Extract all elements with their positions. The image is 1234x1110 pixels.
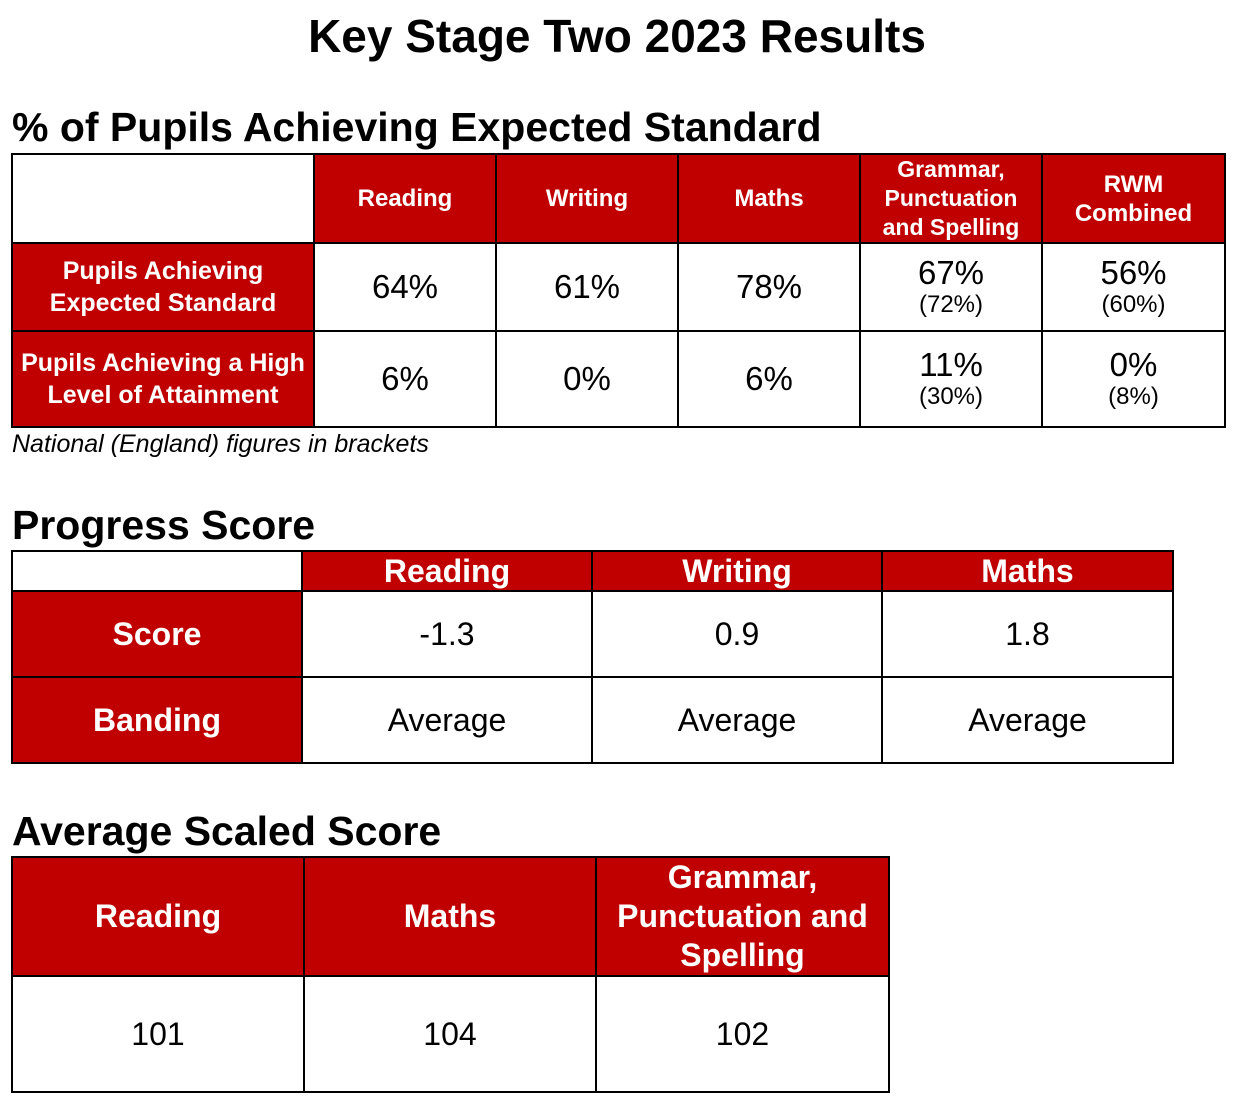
average-scaled-score-heading: Average Scaled Score: [12, 808, 442, 854]
column-header-writing: Writing: [496, 154, 678, 243]
expected-standard-heading: % of Pupils Achieving Expected Standard: [12, 104, 822, 150]
column-header-reading: Reading: [12, 857, 304, 976]
value-cell: -1.3: [302, 591, 592, 677]
column-header-gps: Grammar, Punctuation and Spelling: [860, 154, 1042, 243]
value-cell: [678, 331, 860, 427]
progress-score-table: [11, 550, 1174, 764]
progress-score-heading: Progress Score: [12, 502, 316, 548]
national-value: (8%): [1108, 383, 1159, 410]
column-header-maths: Maths: [678, 154, 860, 243]
average-scaled-score-header-row: [12, 857, 889, 976]
column-header-rwm-combined: RWM Combined: [1042, 154, 1225, 243]
column-header-reading: Reading: [314, 154, 496, 243]
national-figures-note: National (England) figures in brackets: [12, 430, 429, 458]
value-cell: 101: [12, 976, 304, 1092]
expected-standard-header-row: [12, 154, 1225, 243]
value-cell: 1.8: [882, 591, 1173, 677]
table-row: [12, 677, 1173, 763]
table-row: [12, 243, 1225, 331]
column-header-writing: Writing: [592, 551, 882, 591]
average-scaled-score-table: [11, 856, 890, 1093]
expected-standard-table: [11, 153, 1226, 428]
value-cell: [1042, 243, 1225, 331]
value-cell: Average: [592, 677, 882, 763]
value: 64%: [371, 268, 439, 305]
value-cell: [496, 243, 678, 331]
corner-cell: [12, 154, 314, 243]
value-cell: 102: [596, 976, 889, 1092]
value: 67%: [917, 254, 985, 291]
value: 78%: [735, 268, 803, 305]
value-cell: [314, 243, 496, 331]
value-cell: [1042, 331, 1225, 427]
value-cell: Average: [882, 677, 1173, 763]
corner-cell: [12, 551, 302, 591]
column-header-reading: Reading: [302, 551, 592, 591]
table-row: [12, 591, 1173, 677]
value: 0%: [563, 360, 611, 397]
value-cell: [496, 331, 678, 427]
value: 0%: [1109, 346, 1158, 383]
column-header-maths: Maths: [304, 857, 596, 976]
progress-score-header-row: [12, 551, 1173, 591]
value-cell: [860, 331, 1042, 427]
value: 61%: [553, 268, 621, 305]
national-value: (72%): [918, 291, 984, 318]
national-value: (60%): [1101, 291, 1166, 318]
value-cell: [314, 331, 496, 427]
value-cell: 0.9: [592, 591, 882, 677]
value-cell: [860, 243, 1042, 331]
value: 6%: [745, 360, 793, 397]
column-header-maths: Maths: [882, 551, 1173, 591]
row-header-score: Score: [12, 591, 302, 677]
national-value: (30%): [918, 383, 984, 410]
row-header-high-attainment: Pupils Achieving a High Level of Attainment: [12, 331, 314, 427]
value: 56%: [1100, 254, 1167, 291]
value-cell: 104: [304, 976, 596, 1092]
column-header-gps: Grammar, Punctuation and Spelling: [596, 857, 889, 976]
value-cell: [678, 243, 860, 331]
value: 6%: [381, 360, 429, 397]
value-cell: Average: [302, 677, 592, 763]
row-header-expected-standard: Pupils Achieving Expected Standard: [12, 243, 314, 331]
row-header-banding: Banding: [12, 677, 302, 763]
page-title: Key Stage Two 2023 Results: [308, 10, 926, 62]
value: 11%: [919, 346, 983, 383]
table-row: [12, 331, 1225, 427]
table-row: [12, 976, 889, 1092]
